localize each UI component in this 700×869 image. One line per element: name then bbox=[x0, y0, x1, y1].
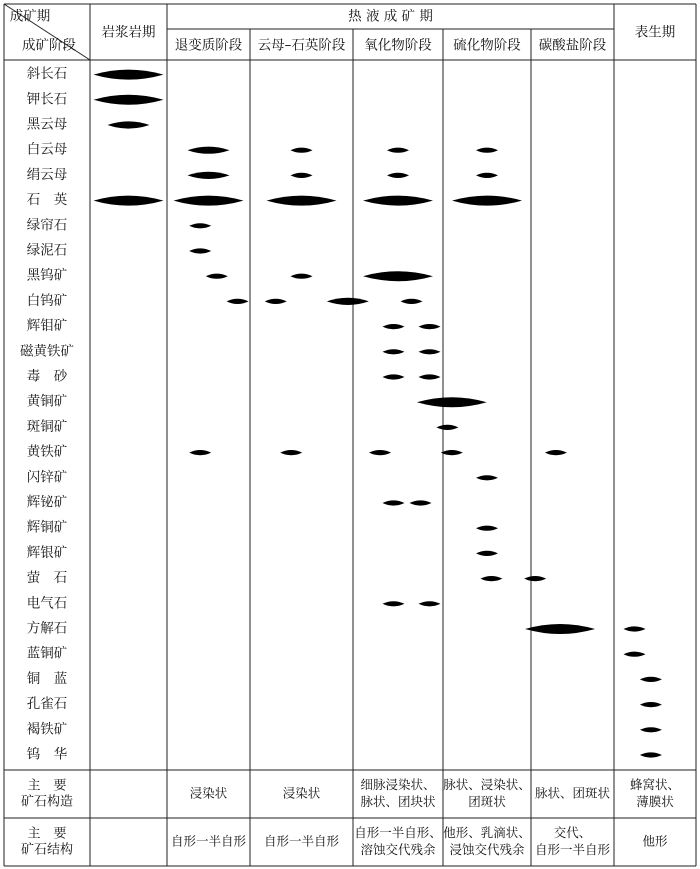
ore-texture-cell-text: 自形一半自形 bbox=[263, 833, 340, 849]
ore-structure-label-line2: 矿石构造 bbox=[20, 794, 74, 810]
abundance-lens bbox=[387, 173, 409, 178]
ore-structure-cell-text: 脉状、浸染状、 bbox=[443, 777, 531, 792]
ore-structure-cell-text: 浸染状 bbox=[282, 785, 321, 801]
abundance-lens bbox=[383, 374, 405, 379]
abundance-lens bbox=[441, 450, 463, 455]
ore-texture-cell-text: 溶蚀交代残余 bbox=[360, 842, 436, 857]
abundance-lens bbox=[363, 196, 433, 206]
abundance-lens bbox=[174, 196, 244, 206]
abundance-lens bbox=[452, 196, 522, 206]
header-stage-3: 氧化物阶段 bbox=[364, 37, 432, 54]
ore-texture-label-line1: 主 要 bbox=[27, 826, 67, 842]
abundance-lens bbox=[410, 500, 432, 505]
abundance-lens bbox=[189, 223, 211, 228]
mineral-name: 白云母 bbox=[26, 141, 68, 158]
header-corner-period: 成矿期 bbox=[9, 8, 51, 25]
mineral-name: 绿帘石 bbox=[26, 217, 68, 234]
abundance-lens bbox=[189, 248, 211, 253]
mineral-name: 褐铁矿 bbox=[26, 721, 68, 738]
abundance-lens bbox=[383, 500, 405, 505]
mineral-name: 黑钨矿 bbox=[26, 267, 68, 284]
abundance-lens bbox=[624, 652, 646, 657]
ore-structure-cell-text: 脉状、团块状 bbox=[360, 794, 436, 809]
header-stage-1: 退变质阶段 bbox=[174, 37, 243, 54]
mineral-name: 绿泥石 bbox=[26, 242, 68, 259]
mineral-name: 黄铜矿 bbox=[26, 393, 68, 410]
abundance-lens bbox=[525, 624, 595, 634]
abundance-lens bbox=[480, 576, 502, 581]
abundance-lens bbox=[476, 475, 498, 480]
mineral-name: 蓝铜矿 bbox=[26, 645, 68, 662]
ore-texture-label-line2: 矿石结构 bbox=[20, 842, 74, 858]
header-supergene-period: 表生期 bbox=[634, 24, 676, 41]
abundance-lens bbox=[188, 147, 230, 154]
abundance-lens bbox=[640, 727, 662, 732]
abundance-bars bbox=[94, 70, 662, 758]
mineral-name: 闪锌矿 bbox=[26, 469, 68, 486]
ore-structure-cell-text: 细脉浸染状、 bbox=[360, 777, 436, 792]
abundance-lens bbox=[383, 601, 405, 606]
mineral-name: 斑铜矿 bbox=[26, 418, 68, 435]
table-header bbox=[10, 8, 676, 54]
abundance-lens bbox=[419, 349, 441, 354]
abundance-lens bbox=[94, 70, 164, 80]
abundance-lens bbox=[291, 173, 313, 178]
table-grid bbox=[4, 4, 696, 866]
abundance-lens bbox=[383, 349, 405, 354]
abundance-lens bbox=[369, 450, 391, 455]
abundance-lens bbox=[640, 677, 662, 682]
abundance-lens bbox=[476, 551, 498, 556]
mineral-name: 孔雀石 bbox=[26, 696, 68, 713]
ore-structure-cell-text: 团斑状 bbox=[468, 794, 506, 809]
abundance-lens bbox=[280, 450, 302, 455]
mineral-name: 萤 石 bbox=[26, 570, 68, 587]
abundance-lens bbox=[419, 324, 441, 329]
mineral-name: 辉铋矿 bbox=[26, 494, 68, 511]
abundance-lens bbox=[419, 374, 441, 379]
ore-structure-cell-text: 浸染状 bbox=[189, 785, 228, 801]
ore-texture-cell-text: 交代、 bbox=[553, 825, 592, 840]
ore-texture-cell-text: 浸蚀交代残余 bbox=[449, 842, 525, 857]
mineral-name: 斜长石 bbox=[26, 66, 68, 83]
ore-texture-cell-text: 他形 bbox=[642, 833, 668, 849]
header-hydrothermal-period: 热 液 成 矿 期 bbox=[348, 8, 433, 25]
abundance-lens bbox=[267, 196, 337, 206]
header-stage-2: 云母–石英阶段 bbox=[257, 37, 346, 54]
header-magmatic-period: 岩浆岩期 bbox=[101, 24, 156, 41]
abundance-lens bbox=[265, 299, 287, 304]
abundance-lens bbox=[401, 299, 423, 304]
mineral-name: 方解石 bbox=[26, 620, 68, 637]
abundance-lens bbox=[108, 121, 150, 128]
mineral-name: 石 英 bbox=[26, 192, 68, 209]
mineral-name: 钨 华 bbox=[26, 746, 68, 763]
ore-structure-label-line1: 主 要 bbox=[27, 778, 67, 794]
abundance-lens bbox=[417, 397, 487, 407]
mineral-name: 磁黄铁矿 bbox=[20, 343, 74, 360]
abundance-lens bbox=[189, 450, 211, 455]
abundance-lens bbox=[387, 148, 409, 153]
abundance-lens bbox=[640, 702, 662, 707]
mineral-name: 电气石 bbox=[26, 595, 68, 612]
header-corner-stage: 成矿阶段 bbox=[22, 37, 76, 54]
abundance-lens bbox=[476, 148, 498, 153]
abundance-lens bbox=[291, 274, 313, 279]
abundance-lens bbox=[227, 299, 249, 304]
header-stage-4: 硫化物阶段 bbox=[453, 37, 521, 54]
mineral-name: 黄铁矿 bbox=[26, 444, 68, 461]
ore-structure-cell-text: 脉状、团斑状 bbox=[534, 785, 611, 801]
mineral-name: 白钨矿 bbox=[26, 292, 68, 309]
ore-texture-cell-text: 他形、乳滴状、 bbox=[443, 825, 531, 840]
ore-structure-cell-text: 薄膜状 bbox=[636, 794, 674, 809]
abundance-lens bbox=[624, 626, 646, 631]
mineral-name: 辉铜矿 bbox=[26, 519, 68, 536]
ore-texture-cell-text: 自形一半自形 bbox=[534, 842, 611, 857]
mineral-name: 铜 蓝 bbox=[26, 670, 68, 687]
abundance-lens bbox=[419, 601, 441, 606]
abundance-lens bbox=[94, 196, 164, 206]
header-stage-5: 碳酸盐阶段 bbox=[538, 37, 607, 54]
abundance-lens bbox=[327, 298, 369, 305]
abundance-lens bbox=[383, 324, 405, 329]
abundance-lens bbox=[291, 148, 313, 153]
ore-texture-cell-text: 自形一半自形 bbox=[170, 833, 247, 849]
abundance-lens bbox=[545, 450, 567, 455]
ore-feature-rows bbox=[21, 777, 680, 858]
abundance-lens bbox=[476, 526, 498, 531]
abundance-lens bbox=[94, 95, 164, 105]
abundance-lens bbox=[206, 274, 228, 279]
abundance-lens bbox=[476, 173, 498, 178]
abundance-lens bbox=[640, 752, 662, 757]
abundance-lens bbox=[524, 576, 546, 581]
mineral-name: 辉银矿 bbox=[26, 544, 68, 561]
mineral-name: 辉钼矿 bbox=[26, 318, 68, 335]
ore-structure-cell-text: 蜂窝状、 bbox=[629, 777, 681, 792]
mineral-name: 黑云母 bbox=[26, 116, 68, 133]
abundance-lens bbox=[436, 425, 458, 430]
mineral-name: 绢云母 bbox=[26, 166, 68, 183]
ore-texture-cell-text: 自形一半自形、 bbox=[354, 825, 442, 840]
mineral-name: 钾长石 bbox=[26, 91, 68, 108]
abundance-lens bbox=[188, 172, 230, 179]
mineral-name: 毒 砂 bbox=[26, 368, 68, 385]
mineral-rows bbox=[20, 66, 74, 762]
